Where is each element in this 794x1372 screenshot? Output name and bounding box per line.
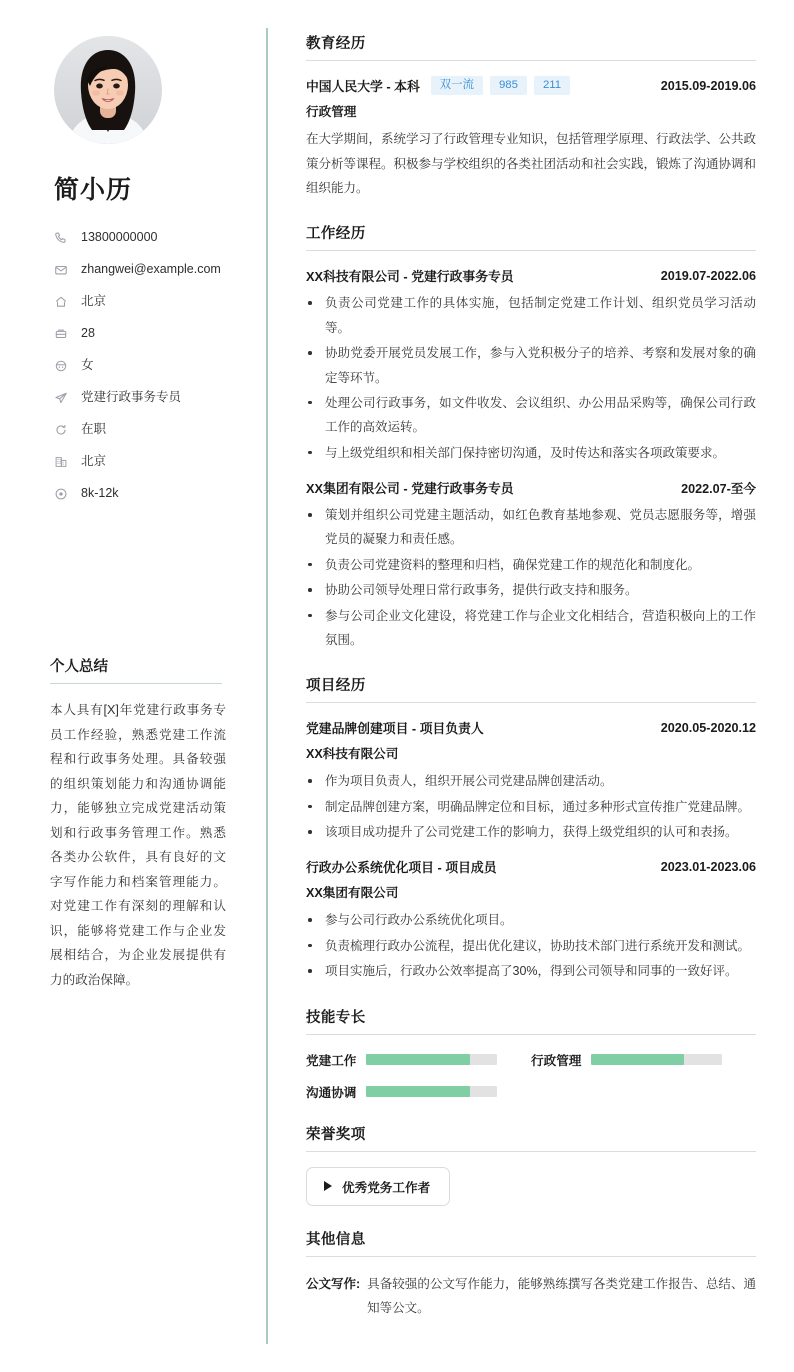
home-icon — [52, 294, 69, 309]
list-item: 处理公司行政事务，如文件收发、会议组织、办公用品采购等，确保公司行政工作的高效运转。 — [306, 391, 756, 440]
project-entry-head — [306, 857, 756, 876]
project-title: 党建品牌创建项目 - 项目负责人 — [306, 721, 484, 737]
contact-value: 13800000000 — [81, 230, 158, 244]
project-entry-head — [306, 718, 756, 737]
section-title-awards: 荣誉奖项 — [306, 1123, 756, 1152]
award-item[interactable] — [306, 1167, 450, 1206]
list-item: 参与公司企业文化建设，将党建工作与企业文化相结合，营造积极向上的工作氛围。 — [306, 604, 756, 653]
contact-item-phone — [52, 224, 236, 251]
list-item: 负责梳理行政办公流程，提出优化建议，协助技术部门进行系统开发和测试。 — [306, 934, 756, 958]
skill-progress-fill — [366, 1086, 469, 1097]
personal-summary-section — [46, 655, 236, 993]
id-card-icon — [52, 326, 69, 341]
contact-value: 8k-12k — [81, 486, 119, 500]
list-item: 与上级党组织和相关部门保持密切沟通，及时传达和落实各项政策要求。 — [306, 441, 756, 465]
envelope-icon — [52, 262, 69, 277]
education-entry-head-left — [306, 76, 570, 95]
award-label: 优秀党务工作者 — [342, 1180, 431, 1195]
personal-summary-text: 本人具有[X]年党建行政事务专员工作经验，熟悉党建工作流程和行政事务处理。具备较强的组织策划能力和沟通协调能力，能够独立完成党建活动策划和行政事务管理工作。熟悉各类办公软件，具有良好的文字写作能力和档案管理能力。对党建工作有深刻的理解和认识，能够将党建工作与企业发展相结合，为企业发展提供有力的政治保障。 — [50, 703, 226, 988]
list-item: 参与公司行政办公系统优化项目。 — [306, 908, 756, 932]
education-date: 2015.09-2019.06 — [660, 78, 756, 93]
list-item: 策划并组织公司党建主题活动，如红色教育基地参观、党员志愿服务等，增强党员的凝聚力和责任感。 — [306, 503, 756, 552]
list-item: 作为项目负责人，组织开展公司党建品牌创建活动。 — [306, 769, 756, 793]
project-entry — [306, 718, 756, 844]
refresh-icon — [52, 422, 69, 437]
list-item: 协助公司领导处理日常行政事务，提供行政支持和服务。 — [306, 578, 756, 602]
awards-section — [306, 1123, 756, 1206]
work-entry-head — [306, 478, 756, 497]
work-entry-head — [306, 266, 756, 285]
education-entry — [306, 76, 756, 200]
status-badge: 双一流 — [431, 76, 483, 95]
section-title-education: 教育经历 — [306, 32, 756, 61]
phone-icon — [52, 230, 69, 245]
contact-item-location — [52, 288, 236, 315]
skill-row — [306, 1082, 531, 1101]
contact-item-email — [52, 256, 236, 283]
work-date: 2019.07-2022.06 — [660, 268, 756, 283]
other-info-row — [306, 1272, 756, 1321]
education-school: 中国人民大学 - 本科 — [306, 79, 420, 95]
salary-icon — [52, 486, 69, 501]
education-section — [306, 32, 756, 200]
skill-progress-fill — [591, 1054, 684, 1065]
contact-value: 28 — [81, 326, 95, 340]
contact-item-gender — [52, 352, 236, 379]
contact-item-age — [52, 320, 236, 347]
play-triangle-icon — [324, 1181, 332, 1191]
work-bullets — [306, 503, 756, 652]
education-tags — [431, 76, 570, 95]
section-title-work: 工作经历 — [306, 222, 756, 251]
contact-item-position — [52, 384, 236, 411]
list-item: 负责公司党建工作的具体实施，包括制定党建工作计划、组织党员学习活动等。 — [306, 291, 756, 340]
gender-icon — [52, 358, 69, 373]
skills-grid — [306, 1050, 756, 1101]
contact-item-status — [52, 416, 236, 443]
skills-section — [306, 1006, 756, 1101]
paper-plane-icon — [52, 390, 69, 405]
skill-row — [306, 1050, 531, 1069]
other-info-section — [306, 1228, 756, 1321]
contact-value: 北京 — [81, 454, 107, 468]
section-title-project: 项目经历 — [306, 674, 756, 703]
skill-progress-fill — [366, 1054, 469, 1065]
contact-value: 北京 — [81, 294, 107, 308]
skill-label: 沟通协调 — [306, 1085, 357, 1100]
project-bullets — [306, 908, 756, 983]
skill-progress-track — [366, 1054, 497, 1065]
contact-item-salary — [52, 480, 236, 507]
other-info-value: 具备较强的公文写作能力，能够熟练撰写各类党建工作报告、总结、通知等公文。 — [367, 1276, 756, 1315]
other-info-key: 公文写作: — [306, 1276, 361, 1291]
contact-value: 女 — [81, 358, 94, 372]
education-description: 在大学期间，系统学习了行政管理专业知识，包括管理学原理、行政法学、公共政策分析等课程。积极参与学校组织的各类社团活动和社会实践，锻炼了沟通协调和组织能力。 — [306, 132, 757, 195]
list-item: 该项目成功提升了公司党建工作的影响力，获得上级党组织的认可和表扬。 — [306, 820, 756, 844]
contact-value: zhangwei@example.com — [81, 262, 221, 276]
skill-progress-track — [366, 1086, 497, 1097]
contact-value: 党建行政事务专员 — [81, 390, 182, 404]
avatar — [54, 36, 162, 144]
list-item: 负责公司党建资料的整理和归档，确保党建工作的规范化和制度化。 — [306, 553, 756, 577]
avatar-photo — [54, 36, 162, 144]
project-date: 2020.05-2020.12 — [660, 720, 756, 735]
project-company: XX科技有限公司 — [306, 747, 399, 762]
project-bullets — [306, 769, 756, 844]
work-title: XX集团有限公司 - 党建行政事务专员 — [306, 481, 514, 496]
work-date: 2022.07-至今 — [681, 482, 756, 496]
status-badge: 211 — [534, 76, 570, 95]
work-title: XX科技有限公司 - 党建行政事务专员 — [306, 269, 514, 285]
project-company: XX集团有限公司 — [306, 886, 399, 901]
work-entry — [306, 478, 756, 652]
list-item: 项目实施后，行政办公效率提高了30%，得到公司领导和同事的一致好评。 — [306, 959, 756, 983]
person-name: 简小历 — [54, 176, 133, 204]
status-badge: 985 — [490, 76, 527, 95]
personal-summary-title: 个人总结 — [50, 655, 222, 684]
skill-label: 行政管理 — [531, 1053, 582, 1068]
skill-label: 党建工作 — [306, 1053, 357, 1068]
section-title-other: 其他信息 — [306, 1228, 756, 1257]
building-icon — [52, 454, 69, 469]
sidebar — [0, 0, 266, 1372]
award-list — [306, 1167, 756, 1206]
section-title-skills: 技能专长 — [306, 1006, 756, 1035]
work-bullets — [306, 291, 756, 465]
contact-value: 在职 — [81, 422, 107, 436]
list-item: 协助党委开展党员发展工作，参与入党积极分子的培养、考察和发展对象的确定等环节。 — [306, 341, 756, 390]
work-entry — [306, 266, 756, 465]
contact-list — [52, 224, 236, 507]
skill-row — [531, 1050, 756, 1069]
work-section — [306, 222, 756, 652]
education-entry-head — [306, 76, 756, 95]
list-item: 制定品牌创建方案，明确品牌定位和目标，通过多种形式宣传推广党建品牌。 — [306, 795, 756, 819]
skill-progress-track — [591, 1054, 722, 1065]
project-date: 2023.01-2023.06 — [660, 859, 756, 874]
education-major: 行政管理 — [306, 105, 357, 120]
project-title: 行政办公系统优化项目 - 项目成员 — [306, 860, 497, 876]
contact-item-city — [52, 448, 236, 475]
project-entry — [306, 857, 756, 983]
main-content — [268, 0, 794, 1372]
project-section — [306, 674, 756, 983]
